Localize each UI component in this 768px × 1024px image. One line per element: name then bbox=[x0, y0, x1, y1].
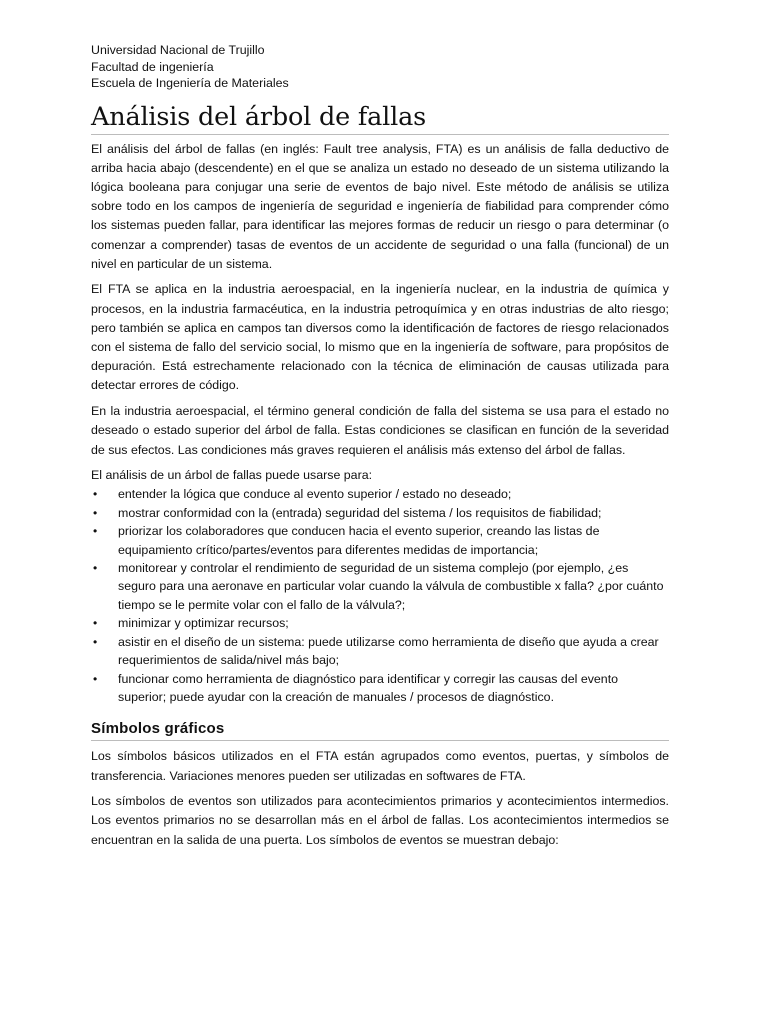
list-item bbox=[91, 522, 669, 559]
university-name: Universidad Nacional de Trujillo bbox=[91, 43, 265, 57]
event-symbols-paragraph: Los símbolos de eventos son utilizados para acontecimientos primarios y acontecimientos intermedios. Los eventos primarios no se desarrollan más en el árbol de fallas. Los acontecimientos intermedios se encuentran en la salida de una puerta. Los símbolos de eventos se muestran debajo: bbox=[91, 794, 669, 847]
bullet-icon: • bbox=[93, 524, 98, 539]
list-item-text: minimizar y optimizar recursos; bbox=[118, 616, 289, 631]
bullet-icon: • bbox=[93, 634, 98, 649]
list-item bbox=[91, 559, 669, 614]
bullet-icon: • bbox=[93, 487, 98, 502]
symbols-paragraph: Los símbolos básicos utilizados en el FTA están agrupados como eventos, puertas, y símbolos de transferencia. Variaciones menores pueden ser utilizadas en softwares de FTA. bbox=[91, 749, 669, 783]
list-item bbox=[91, 614, 669, 632]
list-item-text: mostrar conformidad con la (entrada) seguridad del sistema / los requisitos de fiabilidad; bbox=[118, 505, 602, 520]
bullet-icon: • bbox=[93, 561, 98, 576]
aerospace-paragraph: En la industria aeroespacial, el término general condición de falla del sistema se usa para el estado no deseado o estado superior del árbol de falla. Estas condiciones se clasifican en función de la severidad de sus efectos. Las condiciones más graves requieren el análisis más extenso del árbol de fallas. bbox=[91, 404, 669, 457]
bullet-icon: • bbox=[93, 671, 98, 686]
uses-list bbox=[91, 485, 669, 706]
section-heading-symbols: Símbolos gráficos bbox=[91, 720, 669, 741]
industries-paragraph: El FTA se aplica en la industria aeroespacial, en la ingeniería nuclear, en la industria de química y procesos, en la industria farmacéutica, en la industria petroquímica y en otras industrias de alto riesgo; pero también se aplica en campos tan diversos como la identificación de factores de riesgo relacionados con el sistema de fallo del servicio social, lo mismo que en la ingeniería de software, para propósitos de depuración. Está estrechamente relacionado con la técnica de eliminación de causas utilizada para detectar errores de código. bbox=[91, 282, 669, 393]
list-item-text: entender la lógica que conduce al evento superior / estado no deseado; bbox=[118, 487, 512, 502]
document-page bbox=[91, 42, 669, 856]
list-item-text: monitorear y controlar el rendimiento de seguridad de un sistema complejo (por ejemplo, ¿es seguro para una aeronave en particular volar cuando la válvula de combustible x falla? ¿por cuánto tiempo se le permite volar con el fallo de la válvula?; bbox=[118, 561, 664, 612]
bullet-icon: • bbox=[93, 505, 98, 520]
bullet-icon: • bbox=[93, 616, 98, 631]
list-item bbox=[91, 504, 669, 522]
intro-paragraph: El análisis del árbol de fallas (en inglés: Fault tree analysis, FTA) es un análisis de falla deductivo de arriba hacia abajo (descendente) en el que se analiza un estado no deseado de un sistema utilizando la lógica booleana para conjugar una serie de eventos de bajo nivel. Este método de análisis se utiliza sobre todo en los campos de ingeniería de seguridad e ingeniería de fiabilidad para comprender cómo los sistemas pueden fallar, para identificar las mejores formas de reducir un riesgo o para determinar (o comenzar a comprender) tasas de eventos de un accidente de seguridad o una falla (funcional) de un nivel en particular de un sistema. bbox=[91, 141, 669, 271]
document-title: Análisis del árbol de fallas bbox=[91, 102, 669, 135]
list-item bbox=[91, 485, 669, 503]
list-item-text: funcionar como herramienta de diagnóstico para identificar y corregir las causas del evento superior; puede ayudar con la creación de manuales / procesos de diagnóstico. bbox=[118, 671, 619, 704]
list-item-text: priorizar los colaboradores que conducen hacia el evento superior, creando las listas de equipamiento crítico/partes/eventos para diferentes medidas de importancia; bbox=[118, 524, 600, 557]
faculty-name: Facultad de ingeniería bbox=[91, 59, 214, 74]
list-item-text: asistir en el diseño de un sistema: puede utilizarse como herramienta de diseño que ayuda a crear requerimientos de salida/nivel más bajo; bbox=[118, 634, 659, 668]
uses-lead: El análisis de un árbol de fallas puede usarse para: bbox=[91, 468, 373, 483]
list-item bbox=[91, 670, 669, 707]
school-name: Escuela de Ingeniería de Materiales bbox=[91, 76, 289, 90]
list-item bbox=[91, 633, 669, 670]
